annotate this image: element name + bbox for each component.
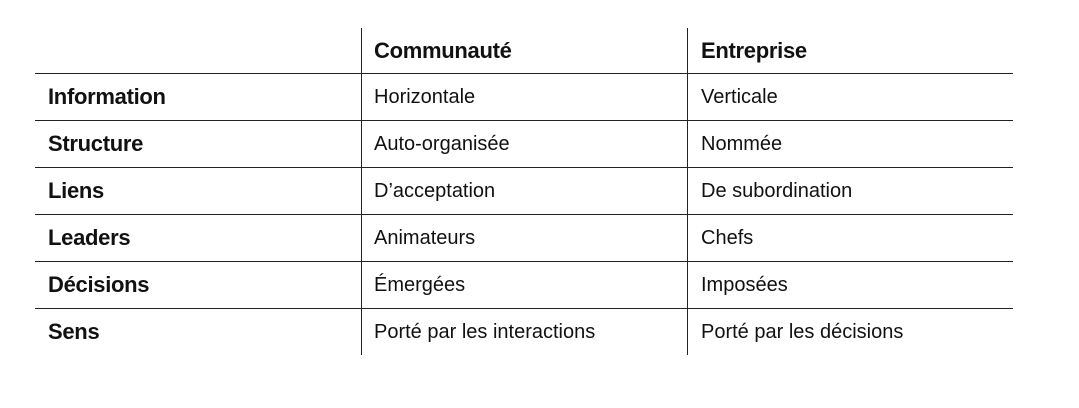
communaute-cell: Auto-organisée (361, 121, 687, 167)
header-entreprise: Entreprise (687, 28, 1013, 73)
row-label: Décisions (48, 272, 150, 297)
entreprise-cell: De subordination (687, 168, 1013, 214)
table-row (35, 168, 1013, 215)
entreprise-cell: Imposées (687, 262, 1013, 308)
table-row (35, 215, 1013, 262)
communaute-cell: Animateurs (361, 215, 687, 261)
entreprise-cell: Porté par les décisions (687, 309, 1013, 355)
entreprise-cell: Nommée (687, 121, 1013, 167)
table-row (35, 262, 1013, 309)
entreprise-cell: Chefs (687, 215, 1013, 261)
comparison-table (35, 28, 1013, 355)
communaute-cell: Horizontale (361, 74, 687, 120)
table-row (35, 121, 1013, 168)
row-label: Sens (48, 319, 100, 344)
header-communaute: Communauté (361, 28, 687, 73)
row-label: Structure (48, 131, 144, 156)
communaute-cell: Émergées (361, 262, 687, 308)
table-header-row (35, 28, 1013, 74)
row-label: Information (48, 84, 166, 109)
communaute-cell: Porté par les interactions (361, 309, 687, 355)
header-empty-cell (35, 28, 361, 73)
table-row (35, 74, 1013, 121)
table-row (35, 309, 1013, 355)
entreprise-cell: Verticale (687, 74, 1013, 120)
row-label: Liens (48, 178, 104, 203)
communaute-cell: D’acceptation (361, 168, 687, 214)
row-label: Leaders (48, 225, 131, 250)
